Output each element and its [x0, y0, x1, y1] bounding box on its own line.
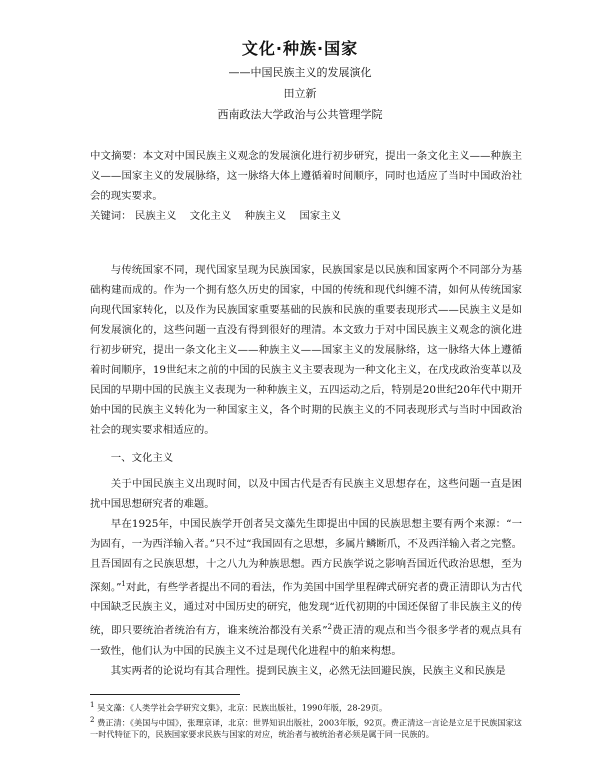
paper-title: 文化·种族·国家	[241, 39, 359, 58]
footnote-number: 2	[90, 715, 95, 724]
paragraph-with-footnotes	[90, 514, 522, 661]
keyword-item: 种族主义	[244, 210, 287, 222]
abstract-label: 中文摘要：	[90, 150, 143, 162]
keyword-item: 文化主义	[189, 210, 232, 222]
author-affiliation: 西南政法大学政治与公共管理学院	[217, 108, 383, 121]
abstract-text: 本文对中国民族主义观念的发展演化进行初步研究，提出一条文化主义——种族主义——国家主义的发展脉络，这一脉络大体上遵循着时间顺序，同时也适应了当时中国政治社会的现实要求。	[90, 150, 523, 202]
footnote-number: 1	[90, 701, 95, 709]
footnote	[90, 714, 522, 741]
keyword-item: 民族主义	[134, 210, 177, 222]
paragraph-text: 早在1925年，中国民族学开创者吴文藻先生即提出中国的民族思想主要有两个来源：“一为固有，一为西洋输入者。”只不过“我国固有之思想，多属片鳞断爪，不及西洋输入者之完整。且吾国固有之民族思想，十之八九为种族思想。西方民族学说之影响吾国近代政治思想，至为深刻。”	[90, 518, 522, 594]
body-text	[90, 260, 522, 681]
footnotes	[90, 699, 522, 740]
footnote-ref: 2	[327, 623, 332, 632]
section-heading: 一、文化主义	[110, 452, 174, 464]
paragraph: 其实两者的论说均有其合理性。提到民族主义，必然无法回避民族，民族主义和民族是	[110, 664, 506, 677]
footnote-text: 吴文藻：《人类学社会学研究文集》，北京：民族出版社，1990年版，28-29页。	[97, 702, 388, 713]
paragraph: 关于中国民族主义出现时间，以及中国古代是否有民族主义思想存在，这些问题一直是困扰中国思想研究者的难题。	[90, 478, 522, 510]
keywords	[90, 206, 522, 226]
paragraph-text: 费正清的观点和当今很多学者的观点具有一致性，他们认为中国的民族主义不过是现代化进程中的舶来构想。	[90, 624, 522, 657]
intro-paragraph: 与传统国家不同，现代国家呈现为民族国家，民族国家是以民族和国家两个不同部分为基础构建而成的。作为一个拥有悠久历史的国家，中国的传统和现代纠缠不清，如何从传统国家向现代国家转化，以及作为民族国家重要基础的民族和民族的重要表现形式——民族主义是如何发展演化的，这些问题一直没有得到很好的理清。本文致力于对中国民族主义观念的演化进行初步研究，提出一条文化主义——种族主义——国家主义的发展脉络，这一脉络大体上遵循着时间顺序，19世纪末之前的中国的民族主义主要表现为一种文化主义，在戊戌政治变革以及民国的早期中国的民族主义表现为一种种族主义，五四运动之后，特别是20世纪20年代中期开始中国的民族主义转化为一种国家主义，各个时期的民族主义的不同表现形式与当时中国政治社会的现实要求相适应的。	[90, 264, 522, 436]
abstract	[90, 146, 522, 206]
footnote-divider	[90, 694, 240, 695]
author-name: 田立新	[283, 87, 317, 100]
paper-subtitle: ——中国民族主义的发展演化	[228, 66, 372, 79]
keyword-item: 国家主义	[299, 210, 342, 222]
footnote-text: 费正清：《美国与中国》，张理京译，北京：世界知识出版社，2003年版，92页。费正清这一言论是立足于民族国家这一时代特征下的，民族国家要求民族与国家的对应，统治者与被统治者必须是属于同一民族的。	[90, 717, 522, 740]
footnote	[90, 699, 522, 714]
paragraph-text: 对此，有些学者提出不同的看法，作为美国中国学里程碑式研究者的费正清即认为古代中国缺乏民族主义，通过对中国历史的研究，他发现“近代初期的中国还保留了非民族主义的传统，即只要统治者统治有方，谁来统治都没有关系”	[90, 581, 522, 637]
footnote-ref: 1	[121, 580, 126, 588]
keywords-label: 关键词：	[90, 210, 132, 222]
